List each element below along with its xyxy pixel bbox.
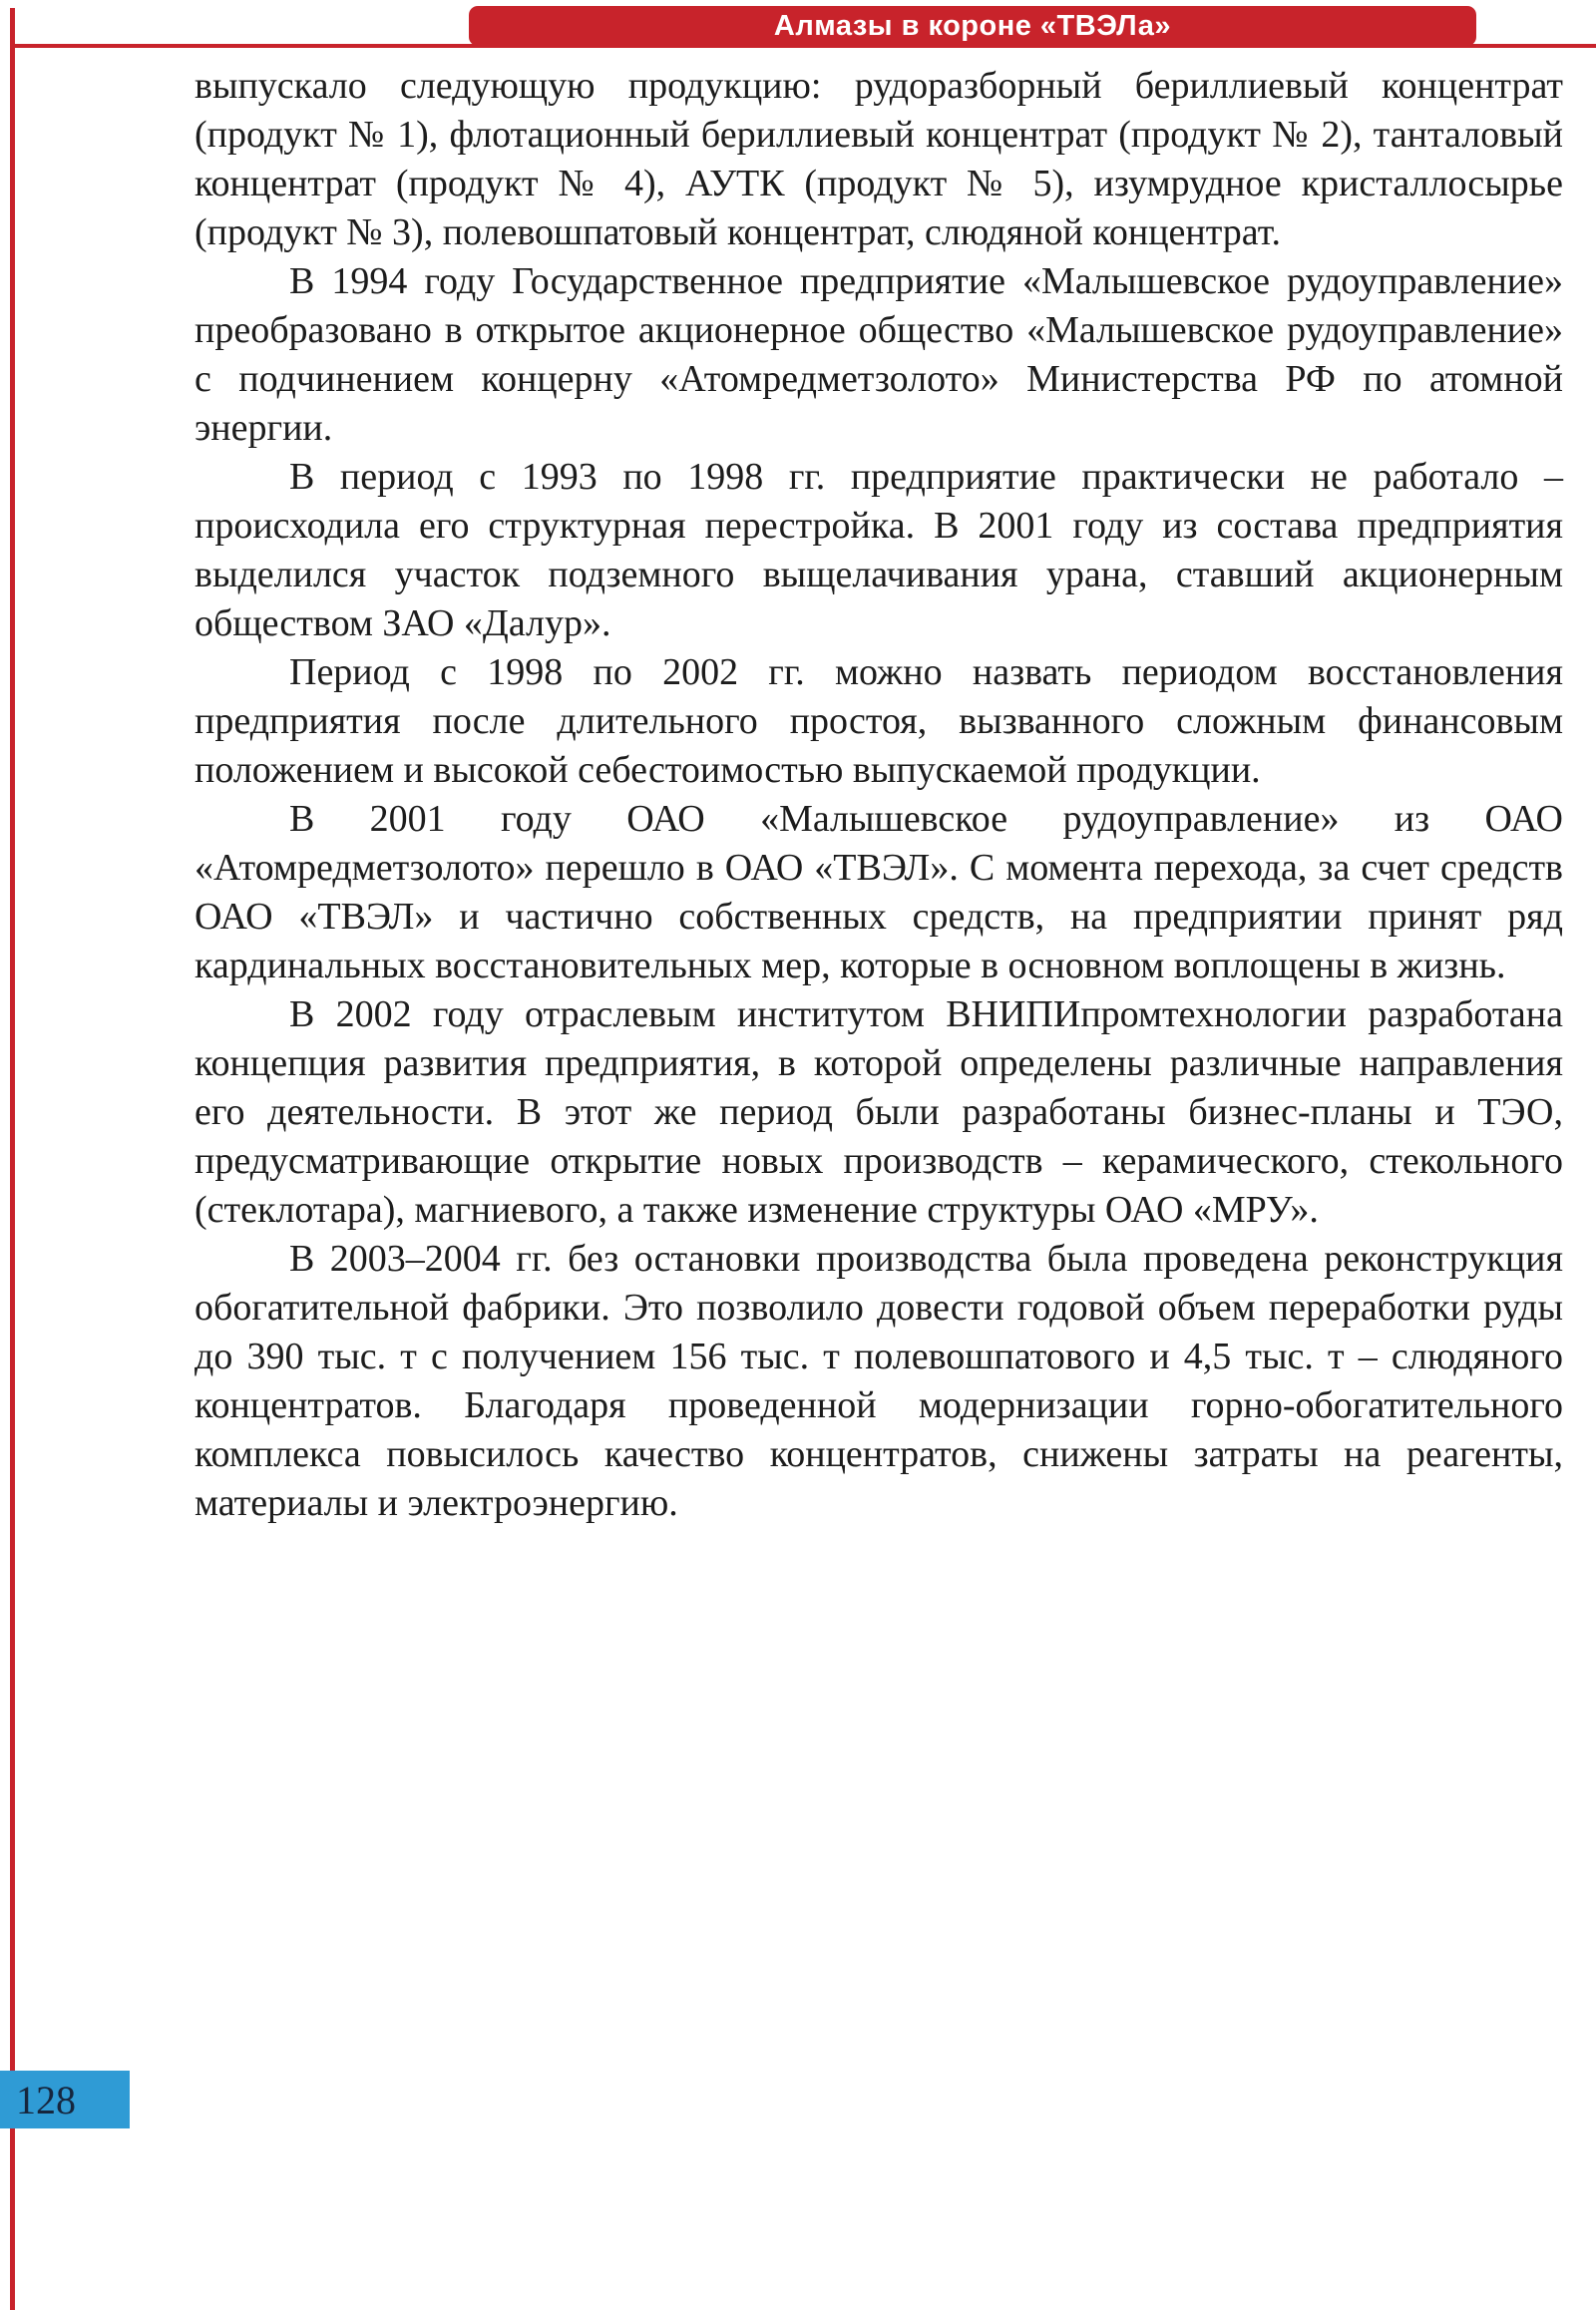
paragraph-2: В 1994 году Государственное предприятие «Малышевское рудоуправление» преобразовано в открытое акционерное общество «Малышевское рудоуправление» с подчинением концерну «Атомредметзолото» Министерства РФ по атомной энергии. bbox=[195, 260, 1563, 449]
page-body bbox=[195, 62, 1563, 1528]
left-border-line bbox=[10, 8, 15, 2310]
running-header-title: Алмазы в короне «ТВЭЛа» bbox=[773, 9, 1172, 42]
page-number-badge bbox=[0, 2071, 130, 2128]
paragraph-3: В период с 1993 по 1998 гг. предприятие практически не работало – происходила его структурная перестройка. В 2001 году из состава предприятия выделился участок подземного выщелачивания урана, ставший акционерным обществом ЗАО «Далур». bbox=[195, 456, 1563, 644]
paragraph-1: выпускало следующую продукцию: рудоразборный бериллиевый концентрат (продукт № 1), флотационный бериллиевый концентрат (продукт № 2), танталовый концентрат (продукт № 4), АУТК (продукт № 5), изумрудное кристаллосырье (продукт № 3), полевошпатовый концентрат, слюдяной концентрат. bbox=[195, 65, 1563, 253]
paragraph-4: Период с 1998 по 2002 гг. можно назвать периодом восстановления предприятия после длительного простоя, вызванного сложным финансовым положением и высокой себестоимостью выпускаемой продукции. bbox=[195, 651, 1563, 791]
page-number: 128 bbox=[16, 2077, 76, 2122]
running-header-banner bbox=[469, 6, 1476, 46]
paragraph-6: В 2002 году отраслевым институтом ВНИПИпромтехнологии разработана концепция развития предприятия, в которой определены различные направления его деятельности. В этот же период были разработаны бизнес-планы и ТЭО, предусматривающие открытие новых производств – керамического, стекольного (стеклотара), магниевого, а также изменение структуры ОАО «МРУ». bbox=[195, 993, 1563, 1231]
paragraph-7: В 2003–2004 гг. без остановки производства была проведена реконструкция обогатительной фабрики. Это позволило довести годовой объем переработки руды до 390 тыс. т с получением 156 тыс. т полевошпатового и 4,5 тыс. т – слюдяного концентратов. Благодаря проведенной модернизации горно-обогатительного комплекса повысилось качество концентратов, снижены затраты на реагенты, материалы и электроэнергию. bbox=[195, 1238, 1563, 1524]
paragraph-5: В 2001 году ОАО «Малышевское рудоуправление» из ОАО «Атомредметзолото» перешло в ОАО «ТВЭЛ». С момента перехода, за счет средств ОАО «ТВЭЛ» и частично собственных средств, на предприятии принят ряд кардинальных восстановительных мер, которые в основном воплощены в жизнь. bbox=[195, 798, 1563, 986]
